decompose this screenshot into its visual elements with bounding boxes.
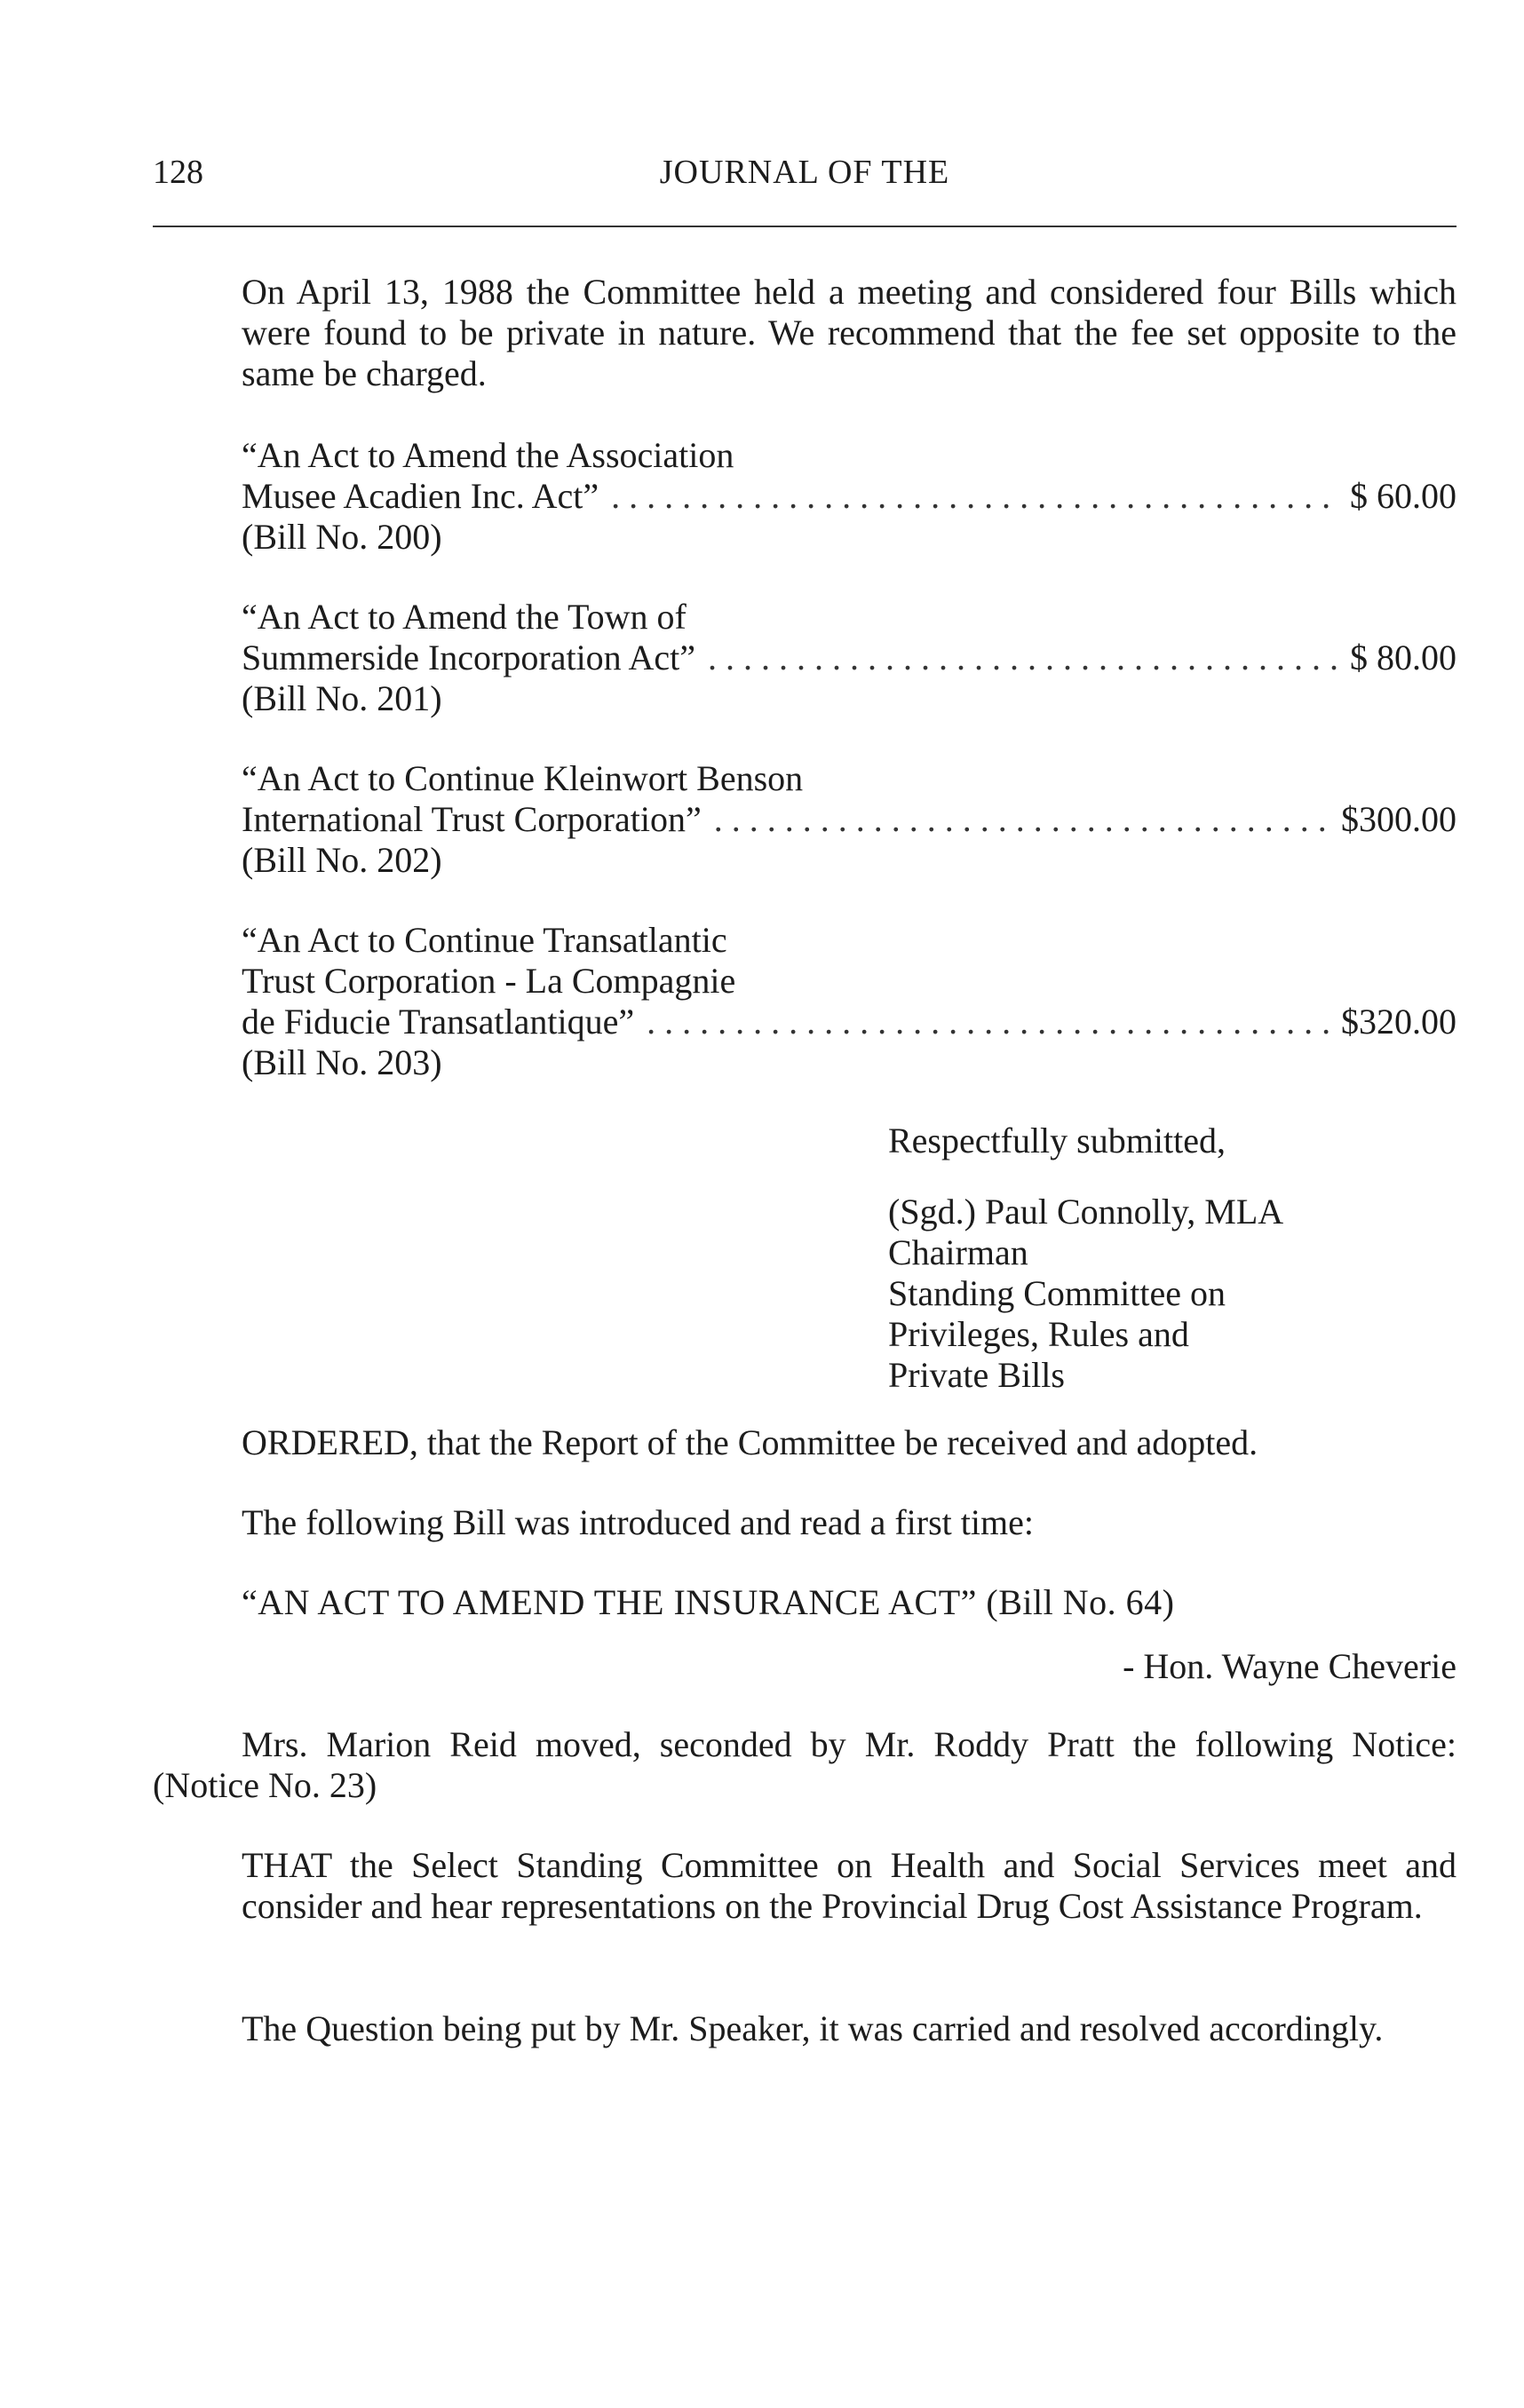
bill-title-line: “An Act to Amend the Town of <box>242 597 687 637</box>
bill-fee-line <box>242 638 1457 678</box>
running-title: JOURNAL OF THE <box>659 154 950 191</box>
bill-title-line: “AN ACT TO AMEND THE INSURANCE ACT” (Bill No. 64) <box>242 1582 1175 1622</box>
bill-title-line: Summerside Incorporation Act” <box>242 638 695 677</box>
bill-title-line: de Fiducie Transatlantique” <box>242 1002 635 1042</box>
bill-intro-line: The following Bill was introduced and read a first time: <box>242 1502 1034 1542</box>
bill-title-line: “An Act to Amend the Association <box>242 435 734 475</box>
bill-entry-200 <box>242 435 1457 558</box>
bill-fee: $300.00 <box>1341 799 1457 839</box>
bill-fee: $ 60.00 <box>1350 476 1457 516</box>
bill-fee: $320.00 <box>1341 1002 1457 1042</box>
bill-fee-line <box>242 1002 1457 1042</box>
bill-number: (Bill No. 200) <box>242 517 442 557</box>
bill-fee-line <box>242 476 1457 517</box>
intro-paragraph: On April 13, 1988 the Committee held a meeting and considered four Bills which were found to be private in nature. We recommend that the fee set opposite to the same be charged. <box>242 272 1457 393</box>
bill-entry-201 <box>242 597 1457 719</box>
question-paragraph: The Question being put by Mr. Speaker, it was carried and resolved accordingly. <box>242 2008 1384 2048</box>
signatory-title: Chairman <box>888 1232 1028 1272</box>
bill-sponsor: - Hon. Wayne Cheverie <box>1123 1646 1457 1686</box>
dot-leader <box>647 1002 1329 1042</box>
bill-fee: $ 80.00 <box>1350 638 1457 677</box>
bill-title-line: Musee Acadien Inc. Act” <box>242 476 599 516</box>
bill-entry-202 <box>242 758 1457 881</box>
dot-leader <box>714 799 1329 840</box>
bill-entry-203 <box>242 920 1457 1083</box>
notice-text: THAT the Select Standing Committee on Health and Social Services meet and consider and hear representations on the Provincial Drug Cost Assistance Program. <box>242 1845 1457 1926</box>
bill-title-line: “An Act to Continue Transatlantic <box>242 920 727 960</box>
closing-line: Respectfully submitted, <box>888 1121 1226 1160</box>
bill-number: (Bill No. 203) <box>242 1042 442 1082</box>
committee-name-line: Standing Committee on <box>888 1273 1226 1313</box>
page-number: 128 <box>153 154 203 191</box>
bill-number: (Bill No. 202) <box>242 840 442 880</box>
dot-leader <box>611 476 1337 517</box>
bill-title-line: Trust Corporation - La Compagnie <box>242 961 736 1001</box>
bill-fee-line <box>242 799 1457 840</box>
notice-motion: Mrs. Marion Reid moved, seconded by Mr. Roddy Pratt the following Notice: (Notice No. 23) <box>153 1724 1457 1805</box>
signature-block <box>888 1121 1439 1396</box>
page-header <box>153 153 1457 202</box>
dot-leader <box>708 638 1337 678</box>
bill-title-line: International Trust Corporation” <box>242 799 702 839</box>
bill-number: (Bill No. 201) <box>242 678 442 718</box>
header-rule <box>153 226 1457 227</box>
committee-name-line: Privileges, Rules and <box>888 1314 1189 1354</box>
bill-title-line: “An Act to Continue Kleinwort Benson <box>242 758 804 798</box>
committee-name-line: Private Bills <box>888 1355 1065 1395</box>
ordered-line: ORDERED, that the Report of the Committee be received and adopted. <box>242 1422 1258 1462</box>
signatory-name: (Sgd.) Paul Connolly, MLA <box>888 1192 1284 1232</box>
